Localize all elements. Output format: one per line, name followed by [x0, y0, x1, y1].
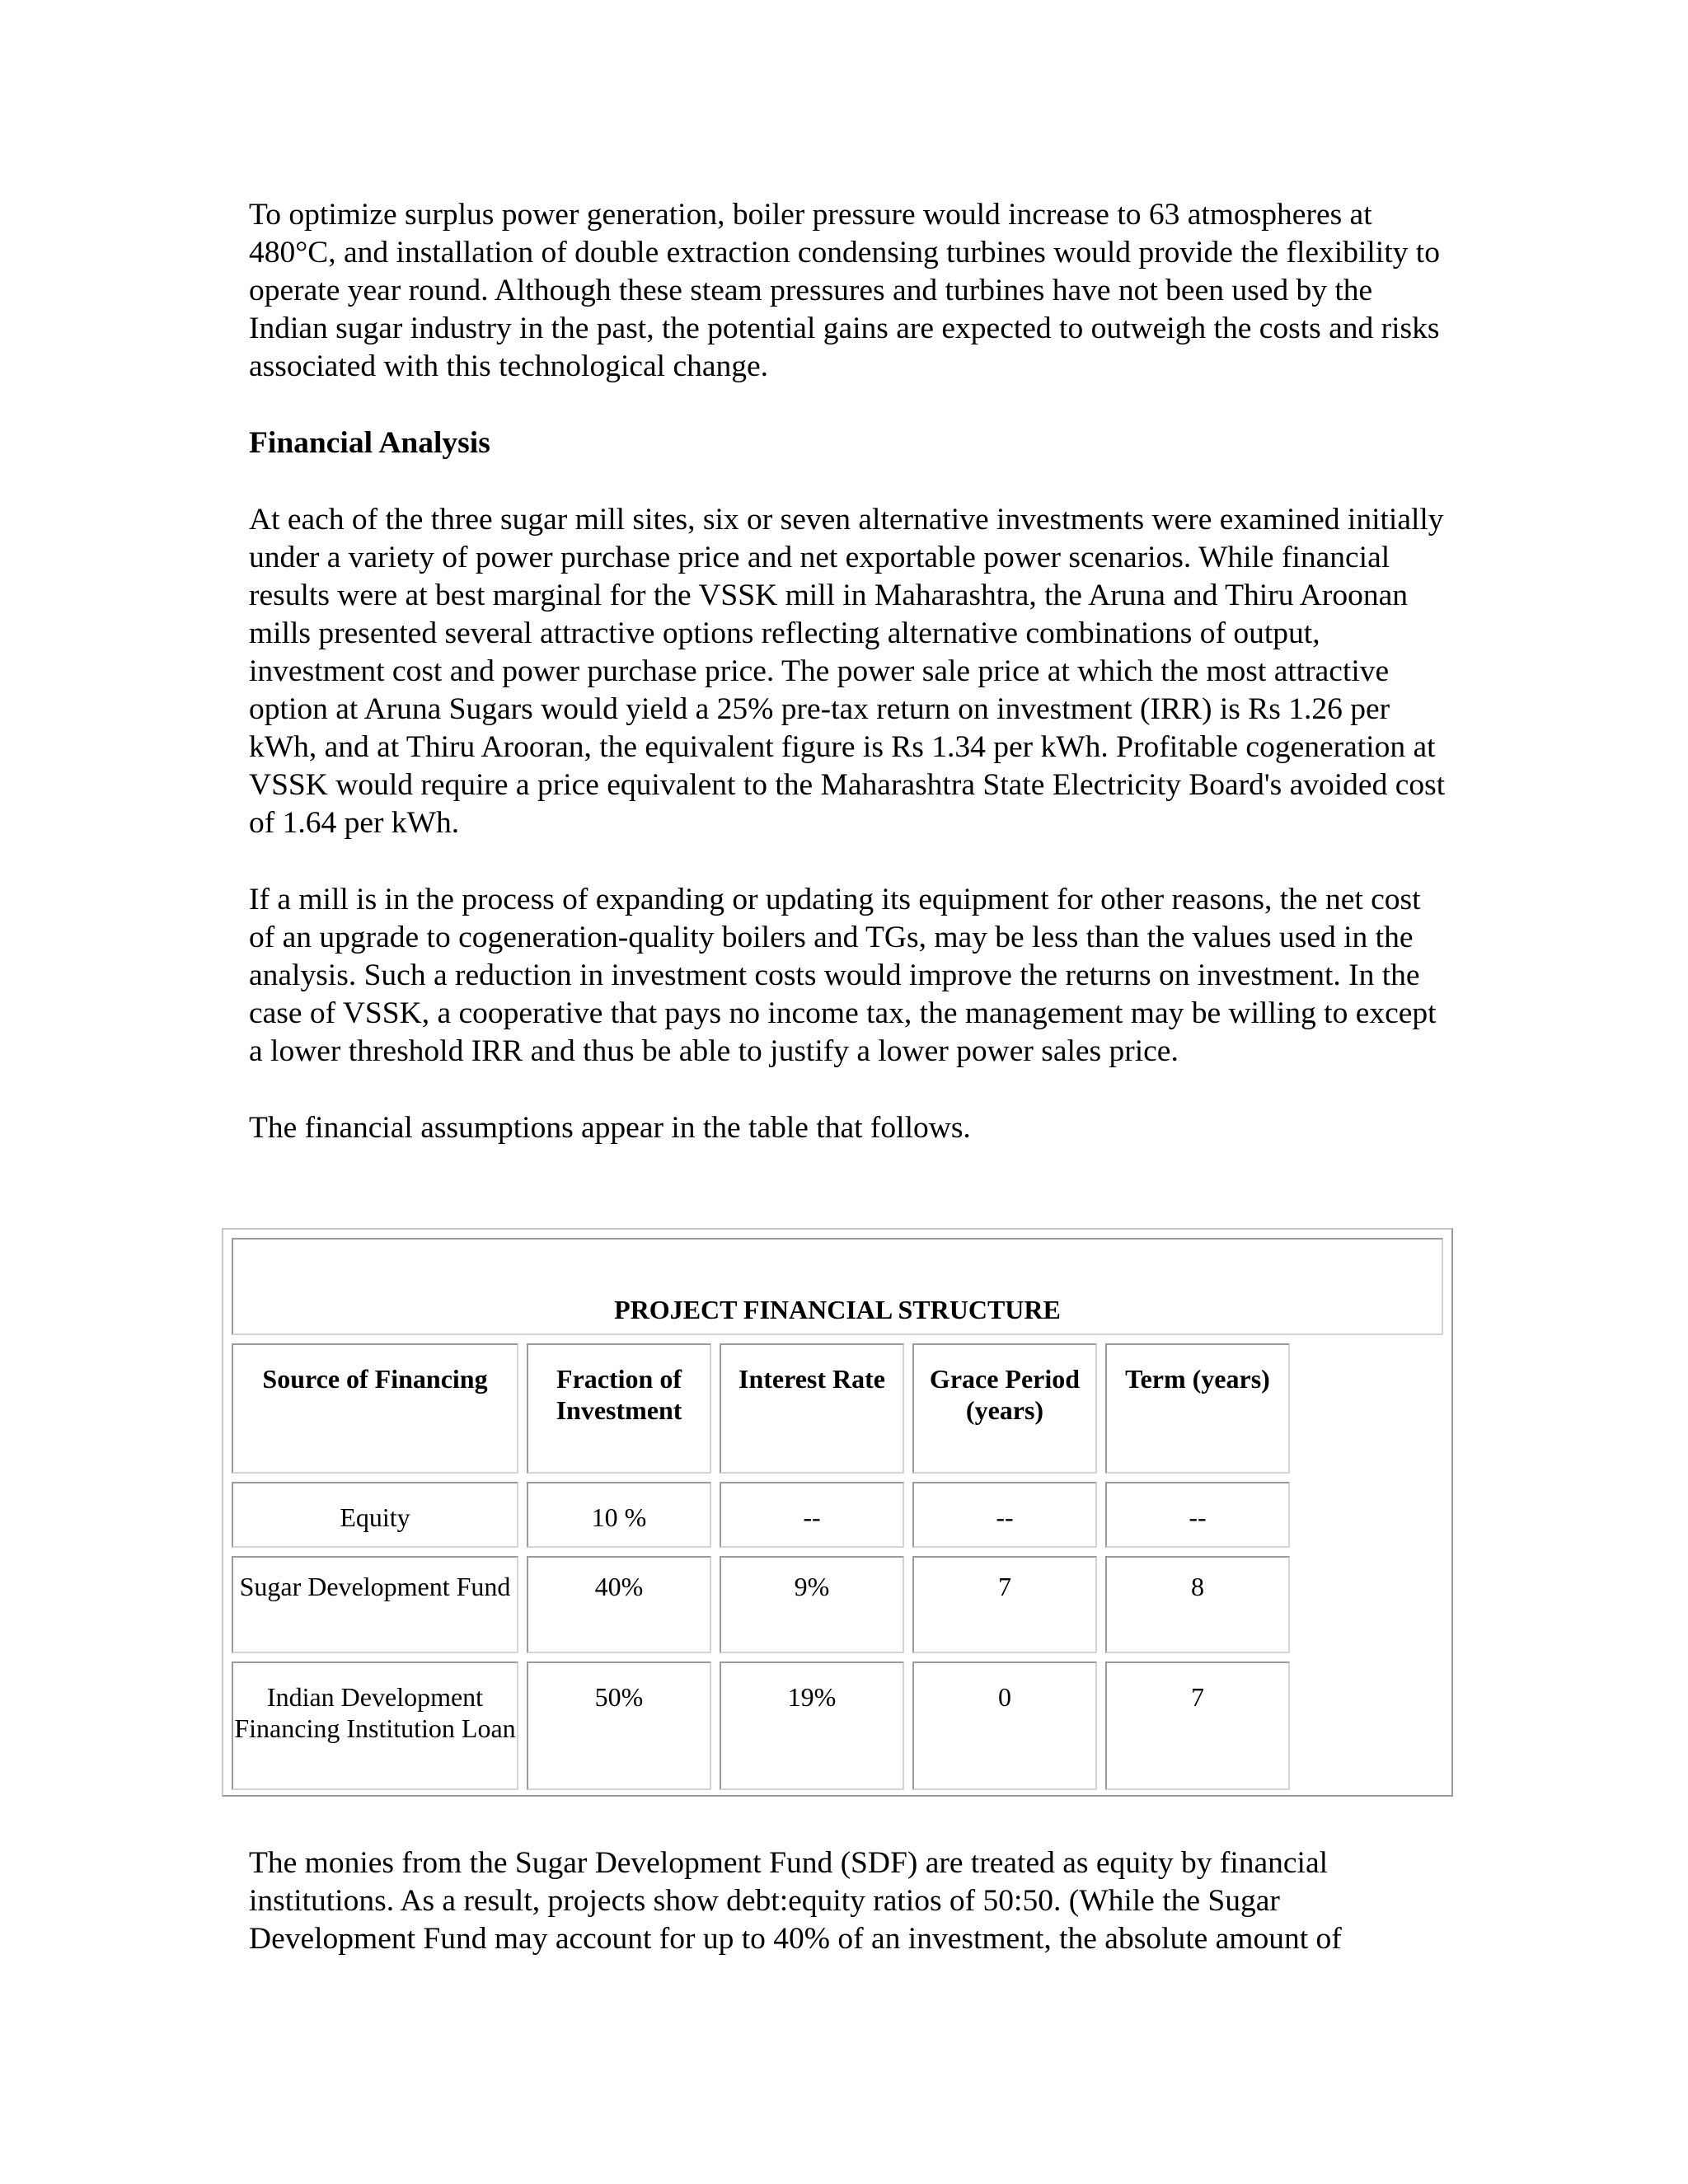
table-cell-interest: 9% [720, 1556, 904, 1653]
table-cell-term: -- [1105, 1482, 1290, 1548]
column-header-source: Source of Financing [232, 1343, 518, 1474]
section-heading-financial-analysis: Financial Analysis [249, 426, 490, 460]
column-header-term: Term (years) [1105, 1343, 1290, 1474]
table-cell-source: Sugar Development Fund [232, 1556, 518, 1653]
table-cell-fraction: 40% [527, 1556, 711, 1653]
table-cell-source: Indian Development Financing Institution Loan [232, 1661, 518, 1790]
paragraph-sdf-equity: The monies from the Sugar Development Fund (SDF) are treated as equity by financial institutions. As a result, projects show debt:equity ratios of 50:50. (While the Sugar Development Fund may account for up to 40% of an investment, the absolute amount of [249, 1846, 1342, 1956]
table-cell-grace: 0 [912, 1661, 1097, 1790]
column-header-interest: Interest Rate [720, 1343, 904, 1474]
paragraph-equipment-upgrade: If a mill is in the process of expanding or updating its equipment for other reasons, the net cost of an upgrade to cogeneration-quality boilers and TGs, may be less than the values used in the analysis. Such a reduction in investment costs would improve the returns on investment. In the case of VSSK, a cooperative that pays no income tax, the management may be willing to except a lower threshold IRR and thus be able to justify a lower power sales price. [249, 883, 1437, 1068]
table-cell-term: 7 [1105, 1661, 1290, 1790]
table-cell-interest: 19% [720, 1661, 904, 1790]
paragraph-table-intro: The financial assumptions appear in the table that follows. [249, 1111, 971, 1145]
paragraph-alternative-investments: At each of the three sugar mill sites, six or seven alternative investments were examined initially under a variety of power purchase price and net exportable power scenarios. While financial results were at best marginal for the VSSK mill in Maharashtra, the Aruna and Thiru Aroonan mills presented several attractive options reflecting alternative combinations of output, investment cost and power purchase price. The power sale price at which the most attractive option at Aruna Sugars would yield a 25% pre-tax return on investment (IRR) is Rs 1.26 per kWh, and at Thiru Arooran, the equivalent figure is Rs 1.34 per kWh. Profitable cogeneration at VSSK would require a price equivalent to the Maharashtra State Electricity Board's avoided cost of 1.64 per kWh. [249, 503, 1446, 840]
table-cell-fraction: 10 % [527, 1482, 711, 1548]
table-cell-term: 8 [1105, 1556, 1290, 1653]
page-content [249, 196, 1452, 1147]
table-cell-grace: -- [912, 1482, 1097, 1548]
table-cell-grace: 7 [912, 1556, 1097, 1653]
column-header-grace: Grace Period (years) [912, 1343, 1097, 1474]
table-cell-interest: -- [720, 1482, 904, 1548]
page-content-continued [249, 1844, 1452, 1958]
table-title: PROJECT FINANCIAL STRUCTURE [232, 1238, 1443, 1335]
table-cell-source: Equity [232, 1482, 518, 1548]
table-cell-fraction: 50% [527, 1661, 711, 1790]
column-header-fraction: Fraction of Investment [527, 1343, 711, 1474]
paragraph-boiler-pressure: To optimize surplus power generation, boiler pressure would increase to 63 atmospheres at 480°C, and installation of double extraction condensing turbines would provide the flexibility to operate year round. Although these steam pressures and turbines have not been used by the Indian sugar industry in the past, the potential gains are expected to outweigh the costs and risks associated with this technological change. [249, 198, 1440, 383]
financial-structure-table [222, 1228, 1453, 1797]
